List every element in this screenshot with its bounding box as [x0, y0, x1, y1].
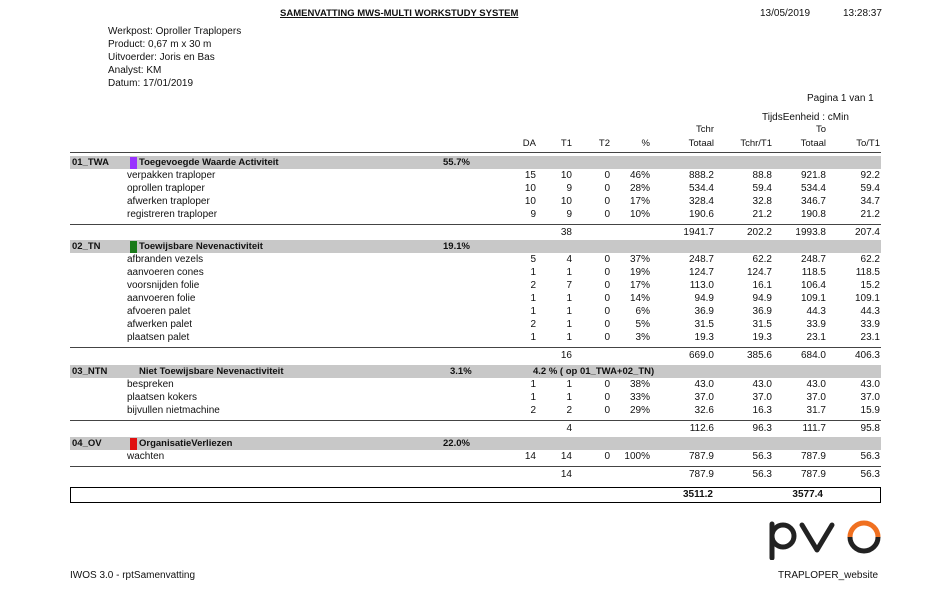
cell-da: 5 [530, 254, 536, 265]
col-t2: T2 [598, 138, 610, 149]
cell-tchr-t1: 124.7 [746, 267, 772, 278]
cell-t2: 0 [604, 196, 610, 207]
activity-label: aanvoeren folie [127, 293, 196, 304]
cell-to: 33.9 [806, 319, 826, 330]
subtotal-t1: 4 [566, 423, 572, 434]
cell-to: 37.0 [806, 392, 826, 403]
cell-tchr: 36.9 [694, 306, 714, 317]
cell-pct: 17% [629, 196, 650, 207]
cell-to-t1: 43.0 [860, 379, 880, 390]
cell-t1: 9 [566, 209, 572, 220]
cell-tchr-t1: 37.0 [752, 392, 772, 403]
cell-t2: 0 [604, 306, 610, 317]
cell-to: 534.4 [800, 183, 826, 194]
cell-to-t1: 109.1 [854, 293, 880, 304]
group-percent: 3.1% [450, 366, 472, 377]
header-product: Product: 0,67 m x 30 m [108, 39, 212, 50]
cell-t1: 1 [566, 267, 572, 278]
cell-da: 14 [524, 451, 536, 462]
grand-total-to: 3577.4 [792, 489, 823, 500]
cell-tchr: 37.0 [694, 392, 714, 403]
col-to-top: To [815, 124, 826, 135]
group-name: OrganisatieVerliezen [139, 438, 233, 449]
group-name: Niet Toewijsbare Nevenactiviteit [139, 366, 284, 377]
cell-pct: 33% [629, 392, 650, 403]
cell-pct: 100% [624, 451, 650, 462]
report-title: SAMENVATTING MWS-MULTI WORKSTUDY SYSTEM [280, 8, 519, 19]
cell-da: 15 [524, 170, 536, 181]
cell-pct: 46% [629, 170, 650, 181]
activity-label: bijvullen nietmachine [127, 405, 220, 416]
cell-da: 1 [530, 379, 536, 390]
group-code: 03_NTN [72, 366, 108, 377]
subtotal-t1: 16 [560, 350, 572, 361]
cell-to: 23.1 [806, 332, 826, 343]
cell-to-t1: 15.9 [860, 405, 880, 416]
cell-tchr-t1: 94.9 [752, 293, 772, 304]
col-pct: % [641, 138, 650, 149]
cell-tchr: 124.7 [688, 267, 714, 278]
pvo-logo [766, 512, 884, 560]
cell-da: 1 [530, 306, 536, 317]
cell-t2: 0 [604, 280, 610, 291]
cell-tchr-t1: 59.4 [752, 183, 772, 194]
header-analyst: Analyst: KM [108, 65, 162, 76]
cell-t2: 0 [604, 379, 610, 390]
subtotal-t1: 14 [560, 469, 572, 480]
grand-total-tchr: 3511.2 [682, 489, 713, 500]
subtotal-tchr-t1: 56.3 [752, 469, 772, 480]
cell-pct: 3% [635, 332, 650, 343]
cell-t1: 1 [566, 379, 572, 390]
subtotal-to: 111.7 [802, 423, 826, 434]
cell-da: 1 [530, 392, 536, 403]
col-t1: T1 [560, 138, 572, 149]
cell-pct: 14% [629, 293, 650, 304]
cell-tchr-t1: 88.8 [752, 170, 772, 181]
subtotal-to-t1: 56.3 [860, 469, 880, 480]
activity-label: afbranden vezels [127, 254, 204, 265]
cell-t1: 7 [566, 280, 572, 291]
cell-tchr: 248.7 [688, 254, 714, 265]
cell-t2: 0 [604, 209, 610, 220]
activity-label: afwerken traploper [127, 196, 210, 207]
group-color-swatch [130, 157, 137, 169]
subtotal-rule [70, 466, 881, 467]
group-percent: 22.0% [443, 438, 470, 449]
cell-t2: 0 [604, 319, 610, 330]
cell-pct: 19% [629, 267, 650, 278]
cell-tchr: 534.4 [688, 183, 714, 194]
header-rule [70, 152, 881, 153]
col-tchr-t1: Tchr/T1 [740, 138, 772, 149]
cell-to-t1: 23.1 [860, 332, 880, 343]
cell-to-t1: 21.2 [860, 209, 880, 220]
activity-label: afwerken palet [127, 319, 193, 330]
cell-tchr: 888.2 [688, 170, 714, 181]
subtotal-tchr-t1: 96.3 [752, 423, 772, 434]
subtotal-rule [70, 347, 881, 348]
activity-label: verpakken traploper [127, 170, 216, 181]
footer-left: IWOS 3.0 - rptSamenvatting [70, 570, 196, 581]
cell-tchr: 32.6 [694, 405, 714, 416]
cell-to: 346.7 [800, 196, 826, 207]
cell-t1: 1 [566, 293, 572, 304]
cell-to: 106.4 [800, 280, 826, 291]
cell-to-t1: 34.7 [860, 196, 880, 207]
cell-to-t1: 33.9 [860, 319, 880, 330]
group-code: 04_OV [72, 438, 102, 449]
subtotal-to-t1: 95.8 [860, 423, 880, 434]
cell-t2: 0 [604, 293, 610, 304]
logo-o-accent [850, 523, 878, 537]
group-percent: 55.7% [443, 157, 470, 168]
header-werkpost: Werkpost: Oproller Traplopers [108, 26, 242, 37]
col-tchr-top: Tchr [696, 124, 714, 135]
cell-to: 248.7 [800, 254, 826, 265]
cell-da: 1 [530, 267, 536, 278]
col-tchr-bottom: Totaal [688, 138, 714, 149]
subtotal-tchr: 112.6 [689, 423, 714, 434]
cell-tchr-t1: 36.9 [752, 306, 772, 317]
cell-t2: 0 [604, 332, 610, 343]
cell-da: 1 [530, 332, 536, 343]
cell-tchr-t1: 21.2 [752, 209, 772, 220]
subtotal-to: 1993.8 [795, 227, 826, 238]
cell-t1: 10 [560, 170, 572, 181]
cell-tchr-t1: 43.0 [752, 379, 772, 390]
activity-label: wachten [127, 451, 165, 462]
cell-tchr: 94.9 [694, 293, 714, 304]
cell-pct: 17% [629, 280, 650, 291]
cell-pct: 38% [629, 379, 650, 390]
cell-to: 43.0 [806, 379, 826, 390]
activity-label: oprollen traploper [127, 183, 205, 194]
cell-to-t1: 15.2 [860, 280, 880, 291]
cell-t1: 9 [566, 183, 572, 194]
header-uitvoerder: Uitvoerder: Joris en Bas [108, 52, 215, 63]
cell-pct: 5% [635, 319, 650, 330]
cell-t1: 1 [566, 332, 572, 343]
cell-tchr: 113.0 [689, 280, 714, 291]
cell-t1: 1 [566, 306, 572, 317]
cell-to-t1: 92.2 [860, 170, 880, 181]
cell-da: 9 [530, 209, 536, 220]
report-date: 13/05/2019 [760, 8, 811, 19]
cell-tchr-t1: 62.2 [752, 254, 772, 265]
cell-tchr-t1: 19.3 [752, 332, 772, 343]
cell-t2: 0 [604, 392, 610, 403]
cell-tchr: 190.6 [688, 209, 714, 220]
subtotal-rule [70, 224, 881, 225]
cell-da: 2 [530, 319, 536, 330]
cell-tchr: 19.3 [694, 332, 714, 343]
cell-t2: 0 [604, 267, 610, 278]
cell-to: 190.8 [800, 209, 826, 220]
cell-da: 2 [530, 405, 536, 416]
subtotal-to: 684.0 [800, 350, 826, 361]
subtotal-tchr-t1: 385.6 [746, 350, 772, 361]
cell-tchr-t1: 16.3 [752, 405, 772, 416]
logo-p [772, 524, 794, 558]
cell-tchr: 31.5 [694, 319, 714, 330]
group-code: 02_TN [72, 241, 101, 252]
subtotal-t1: 38 [560, 227, 572, 238]
subtotal-to-t1: 406.3 [854, 350, 880, 361]
group-color-swatch [130, 241, 137, 253]
activity-label: voorsnijden folie [127, 280, 200, 291]
cell-t1: 1 [566, 319, 572, 330]
cell-t1: 10 [560, 196, 572, 207]
cell-to: 31.7 [806, 405, 826, 416]
cell-t1: 4 [566, 254, 572, 265]
cell-tchr-t1: 32.8 [752, 196, 772, 207]
cell-da: 10 [524, 196, 536, 207]
page-label: Pagina 1 van 1 [807, 93, 874, 104]
cell-to-t1: 118.5 [855, 267, 880, 278]
subtotal-to-t1: 207.4 [854, 227, 880, 238]
activity-label: aanvoeren cones [127, 267, 204, 278]
cell-to: 921.8 [800, 170, 826, 181]
cell-t2: 0 [604, 405, 610, 416]
time-unit-label: TijdsEenheid : cMin [762, 112, 849, 123]
group-note: 4.2 % ( op 01_TWA+02_TN) [533, 366, 655, 377]
cell-t1: 14 [560, 451, 572, 462]
cell-to: 118.5 [801, 267, 826, 278]
cell-to: 109.1 [800, 293, 826, 304]
cell-t2: 0 [604, 183, 610, 194]
activity-label: plaatsen kokers [127, 392, 198, 403]
cell-da: 2 [530, 280, 536, 291]
cell-t1: 2 [566, 405, 572, 416]
cell-to: 44.3 [806, 306, 826, 317]
cell-pct: 10% [629, 209, 650, 220]
cell-t2: 0 [604, 170, 610, 181]
cell-to-t1: 44.3 [860, 306, 880, 317]
activity-label: plaatsen palet [127, 332, 190, 343]
group-name: Toewijsbare Nevenactiviteit [139, 241, 263, 252]
col-to-bottom: Totaal [800, 138, 826, 149]
cell-t2: 0 [604, 254, 610, 265]
cell-t2: 0 [604, 451, 610, 462]
cell-to: 787.9 [800, 451, 826, 462]
cell-tchr-t1: 16.1 [752, 280, 772, 291]
subtotal-tchr: 1941.7 [683, 227, 714, 238]
footer-right: TRAPLOPER_website [778, 570, 879, 581]
group-percent: 19.1% [443, 241, 470, 252]
group-color-swatch [130, 438, 137, 450]
cell-to-t1: 59.4 [860, 183, 880, 194]
subtotal-tchr: 787.9 [688, 469, 714, 480]
cell-tchr: 43.0 [694, 379, 714, 390]
cell-to-t1: 56.3 [860, 451, 880, 462]
cell-tchr: 787.9 [688, 451, 714, 462]
cell-da: 1 [530, 293, 536, 304]
cell-pct: 28% [629, 183, 650, 194]
cell-pct: 37% [629, 254, 650, 265]
subtotal-to: 787.9 [800, 469, 826, 480]
logo-v [802, 525, 832, 550]
col-da: DA [522, 138, 536, 149]
report-time: 13:28:37 [843, 8, 882, 19]
logo-o [850, 537, 878, 551]
cell-tchr-t1: 56.3 [752, 451, 772, 462]
cell-tchr-t1: 31.5 [752, 319, 772, 330]
activity-label: bespreken [127, 379, 174, 390]
cell-t1: 1 [566, 392, 572, 403]
header-datum: Datum: 17/01/2019 [108, 78, 194, 89]
group-name: Toegevoegde Waarde Activiteit [139, 157, 279, 168]
cell-tchr: 328.4 [688, 196, 714, 207]
activity-label: registreren traploper [127, 209, 218, 220]
subtotal-tchr: 669.0 [688, 350, 714, 361]
activity-label: afvoeren palet [127, 306, 191, 317]
grand-total-box [70, 487, 881, 503]
cell-pct: 6% [635, 306, 650, 317]
group-code: 01_TWA [72, 157, 109, 168]
subtotal-tchr-t1: 202.2 [746, 227, 772, 238]
cell-pct: 29% [629, 405, 650, 416]
cell-to-t1: 62.2 [860, 254, 880, 265]
col-to-t1: To/T1 [856, 138, 880, 149]
subtotal-rule [70, 420, 881, 421]
cell-to-t1: 37.0 [860, 392, 880, 403]
cell-da: 10 [524, 183, 536, 194]
